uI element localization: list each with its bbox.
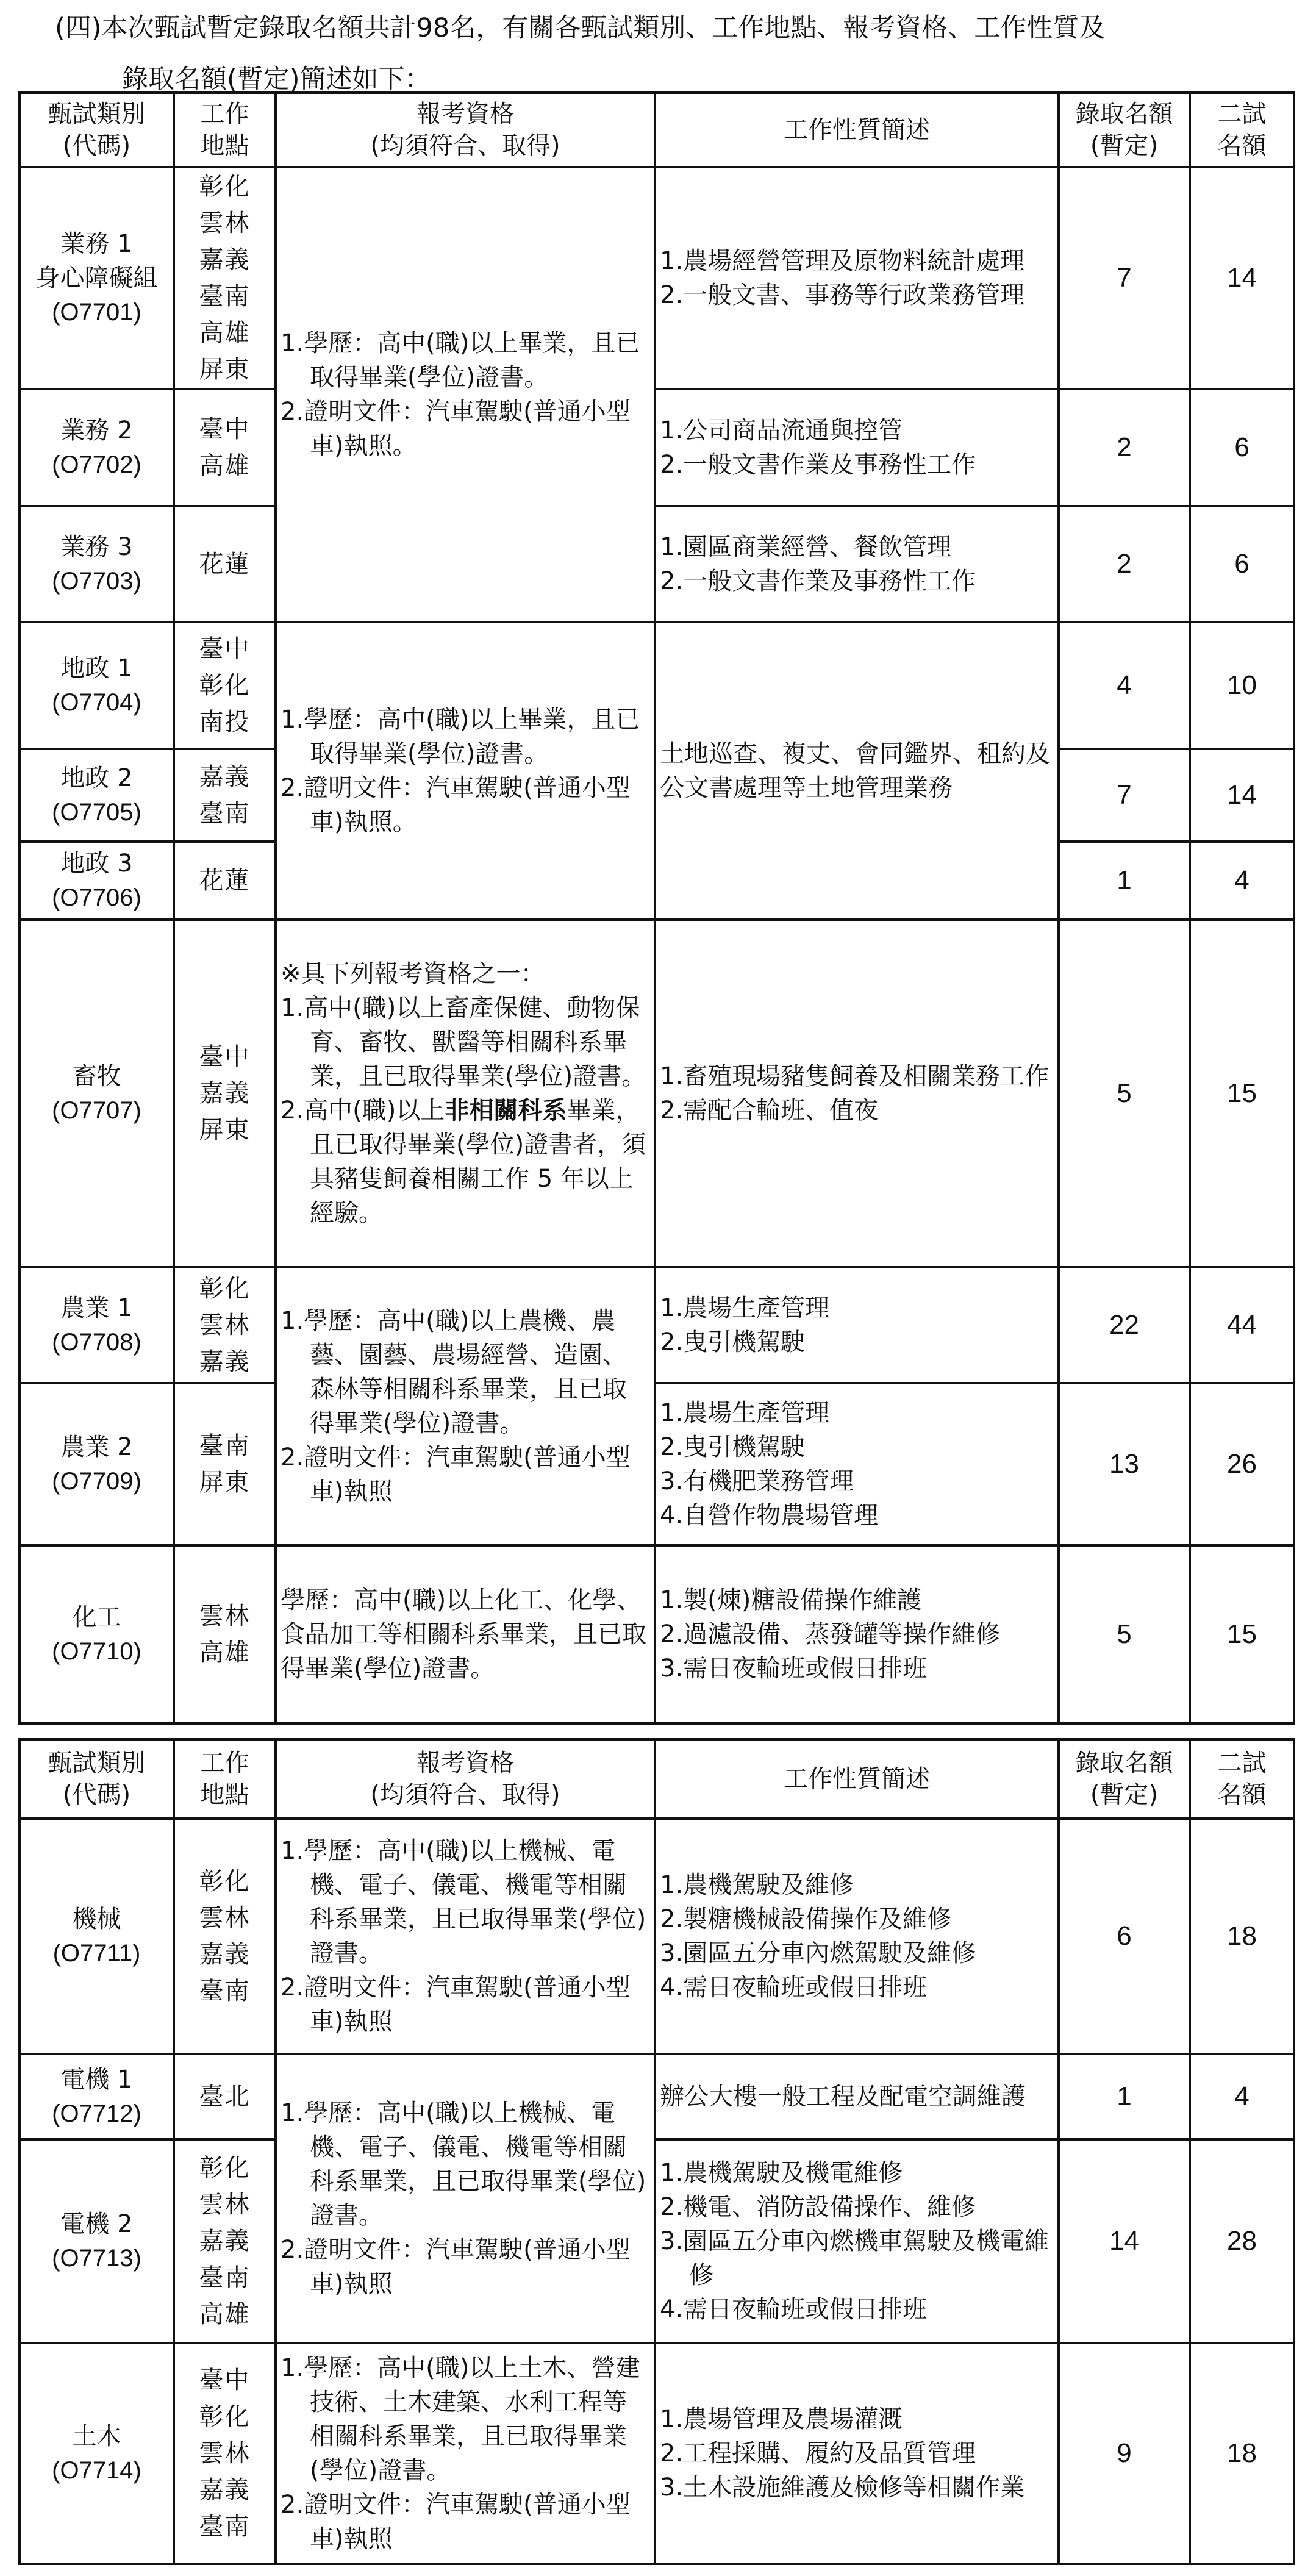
table-row (20, 2343, 1294, 2564)
category-cell: 電機 1 (O7712) (20, 2054, 174, 2139)
second-round-cell: 18 (1190, 1819, 1294, 2054)
table-row (20, 1819, 1294, 2054)
table-row (20, 2054, 1294, 2139)
header-category: 甄試類別 (代碼) (20, 93, 174, 167)
location-cell: 臺中 彰化 南投 (174, 622, 276, 749)
location-cell: 臺南 屏東 (174, 1383, 276, 1545)
category-cell: 地政 1 (O7704) (20, 622, 174, 749)
quota-cell: 7 (1059, 167, 1190, 389)
duty-cell: 1.園區商業經營、餐飲管理 2.一般文書作業及事務性工作 (655, 506, 1059, 622)
category-cell: 農業 1 (O7708) (20, 1267, 174, 1383)
quota-cell: 7 (1059, 749, 1190, 842)
qualification-cell: 1.學歷：高中(職)以上畢業，且已取得畢業(學位)證書。 2.證明文件：汽車駕駛(普通小型車)執照。 (276, 167, 655, 622)
emphasis-text: 非相關科系 (445, 1097, 567, 1125)
quota-cell: 9 (1059, 2343, 1190, 2564)
location-cell: 彰化 雲林 嘉義 臺南 (174, 1819, 276, 2054)
table-row (20, 1383, 1294, 1545)
category-cell: 土木 (O7714) (20, 2343, 174, 2564)
second-round-cell: 44 (1190, 1267, 1294, 1383)
second-round-cell: 4 (1190, 2054, 1294, 2139)
header-second-round: 二試 名額 (1190, 93, 1294, 167)
quota-cell: 2 (1059, 506, 1190, 622)
category-cell: 機械 (O7711) (20, 1819, 174, 2054)
location-cell: 臺中 高雄 (174, 389, 276, 506)
location-cell: 花蓮 (174, 842, 276, 920)
duty-cell: 辦公大樓一般工程及配電空調維護 (655, 2054, 1059, 2139)
intro-paragraph (55, 2, 1287, 105)
duty-cell: 1.公司商品流通與控管 2.一般文書作業及事務性工作 (655, 389, 1059, 506)
duty-cell: 1.農場經營管理及原物料統計處理 2.一般文書、事務等行政業務管理 (655, 167, 1059, 389)
second-round-cell: 14 (1190, 167, 1294, 389)
qualification-cell: 1.學歷：高中(職)以上農機、農藝、園藝、農場經營、造園、森林等相關科系畢業，且已取得畢業(學位)證書。 2.證明文件：汽車駕駛(普通小型車)執照 (276, 1267, 655, 1545)
header-duty: 工作性質簡述 (655, 1739, 1059, 1819)
quota-cell: 14 (1059, 2139, 1190, 2343)
second-round-cell: 18 (1190, 2343, 1294, 2564)
qualification-note: ※具下列報考資格之一： (281, 960, 545, 988)
location-cell: 臺北 (174, 2054, 276, 2139)
duty-cell: 1.製(煉)糖設備操作維護 2.過濾設備、蒸發罐等操作維修 3.需日夜輪班或假日排班 (655, 1545, 1059, 1723)
duty-cell: 1.農場生產管理 2.曳引機駕駛 3.有機肥業務管理 4.自營作物農場管理 (655, 1383, 1059, 1545)
category-cell: 化工 (O7710) (20, 1545, 174, 1723)
table-row (20, 1267, 1294, 1383)
qualification-item: 1.高中(職)以上畜產保健、動物保育、畜牧、獸醫等相關科系畢業，且已取得畢業(學位)證書。 (281, 994, 646, 1090)
duty-cell: 1.農機駕駛及維修 2.製糖機械設備操作及維修 3.園區五分車內燃駕駛及維修 4.需日夜輪班或假日排班 (655, 1819, 1059, 2054)
table-header-row (20, 1739, 1294, 1819)
header-quota: 錄取名額 (暫定) (1059, 1739, 1190, 1819)
duty-cell: 1.農機駕駛及機電維修 2.機電、消防設備操作、維修 3.園區五分車內燃機車駕駛及機電維修 4.需日夜輪班或假日排班 (655, 2139, 1059, 2343)
header-qualification: 報考資格 (均須符合、取得) (276, 93, 655, 167)
table-row (20, 389, 1294, 506)
second-round-cell: 15 (1190, 1545, 1294, 1723)
quota-cell: 4 (1059, 622, 1190, 749)
location-cell: 臺中 彰化 雲林 嘉義 臺南 (174, 2343, 276, 2564)
qualification-cell: 學歷：高中(職)以上化工、化學、食品加工等相關科系畢業，且已取得畢業(學位)證書。 (276, 1545, 655, 1723)
qualification-cell: 1.學歷：高中(職)以上機械、電機、電子、儀電、機電等相關科系畢業，且已取得畢業(學位)證書。 2.證明文件：汽車駕駛(普通小型車)執照 (276, 2054, 655, 2343)
header-location: 工作 地點 (174, 93, 276, 167)
recruitment-table-1 (18, 91, 1295, 1725)
second-round-cell: 6 (1190, 506, 1294, 622)
table-row (20, 920, 1294, 1267)
location-cell: 彰化 雲林 嘉義 (174, 1267, 276, 1383)
recruitment-table-2 (18, 1738, 1295, 2565)
qualification-item: 2.高中(職)以上非相關科系畢業，且已取得畢業(學位)證書者，須具豬隻飼養相關工作 5 年以上經驗。 (281, 1097, 646, 1227)
quota-cell: 6 (1059, 1819, 1190, 2054)
location-cell: 彰化 雲林 嘉義 臺南 高雄 (174, 2139, 276, 2343)
duty-cell: 1.農場管理及農場灌溉 2.工程採購、履約及品質管理 3.土木設施維護及檢修等相關作業 (655, 2343, 1059, 2564)
table-row (20, 1545, 1294, 1723)
duty-cell: 1.農場生產管理 2.曳引機駕駛 (655, 1267, 1059, 1383)
category-cell: 業務 2 (O7702) (20, 389, 174, 506)
quota-cell: 1 (1059, 2054, 1190, 2139)
category-cell: 畜牧 (O7707) (20, 920, 174, 1267)
second-round-cell: 26 (1190, 1383, 1294, 1545)
table-header-row (20, 93, 1294, 167)
qualification-cell: 1.學歷：高中(職)以上機械、電機、電子、儀電、機電等相關科系畢業，且已取得畢業(學位)證書。 2.證明文件：汽車駕駛(普通小型車)執照 (276, 1819, 655, 2054)
quota-cell: 5 (1059, 1545, 1190, 1723)
duty-cell: 土地巡查、複丈、會同鑑界、租約及公文書處理等土地管理業務 (655, 622, 1059, 920)
intro-line-2: 錄取名額(暫定)簡述如下： (122, 64, 431, 95)
location-cell: 花蓮 (174, 506, 276, 622)
category-cell: 業務 3 (O7703) (20, 506, 174, 622)
intro-line-1: (四)本次甄試暫定錄取名額共計98名，有關各甄試類別、工作地點、報考資格、工作性質及 (55, 13, 1106, 43)
quota-cell: 22 (1059, 1267, 1190, 1383)
second-round-cell: 6 (1190, 389, 1294, 506)
category-cell: 地政 3 (O7706) (20, 842, 174, 920)
second-round-cell: 10 (1190, 622, 1294, 749)
second-round-cell: 4 (1190, 842, 1294, 920)
category-cell: 業務 1 身心障礙組 (O7701) (20, 167, 174, 389)
table-row (20, 622, 1294, 749)
table-row (20, 506, 1294, 622)
quota-cell: 2 (1059, 389, 1190, 506)
qualification-cell: 1.學歷：高中(職)以上畢業，且已取得畢業(學位)證書。 2.證明文件：汽車駕駛(普通小型車)執照。 (276, 622, 655, 920)
category-cell: 電機 2 (O7713) (20, 2139, 174, 2343)
header-category: 甄試類別 (代碼) (20, 1739, 174, 1819)
location-cell: 臺中 嘉義 屏東 (174, 920, 276, 1267)
quota-cell: 1 (1059, 842, 1190, 920)
header-location: 工作 地點 (174, 1739, 276, 1819)
header-qualification: 報考資格 (均須符合、取得) (276, 1739, 655, 1819)
second-round-cell: 28 (1190, 2139, 1294, 2343)
header-quota: 錄取名額 (暫定) (1059, 93, 1190, 167)
second-round-cell: 14 (1190, 749, 1294, 842)
duty-cell: 1.畜殖現場豬隻飼養及相關業務工作 2.需配合輪班、值夜 (655, 920, 1059, 1267)
quota-cell: 13 (1059, 1383, 1190, 1545)
category-cell: 農業 2 (O7709) (20, 1383, 174, 1545)
location-cell: 雲林 高雄 (174, 1545, 276, 1723)
header-second-round: 二試 名額 (1190, 1739, 1294, 1819)
qualification-cell (276, 920, 655, 1267)
qualification-cell: 1.學歷：高中(職)以上土木、營建技術、土木建築、水利工程等相關科系畢業，且已取得畢業(學位)證書。 2.證明文件：汽車駕駛(普通小型車)執照 (276, 2343, 655, 2564)
location-cell: 嘉義 臺南 (174, 749, 276, 842)
table-row (20, 2139, 1294, 2343)
location-cell: 彰化 雲林 嘉義 臺南 高雄 屏東 (174, 167, 276, 389)
second-round-cell: 15 (1190, 920, 1294, 1267)
header-duty: 工作性質簡述 (655, 93, 1059, 167)
category-cell: 地政 2 (O7705) (20, 749, 174, 842)
table-row (20, 167, 1294, 389)
quota-cell: 5 (1059, 920, 1190, 1267)
